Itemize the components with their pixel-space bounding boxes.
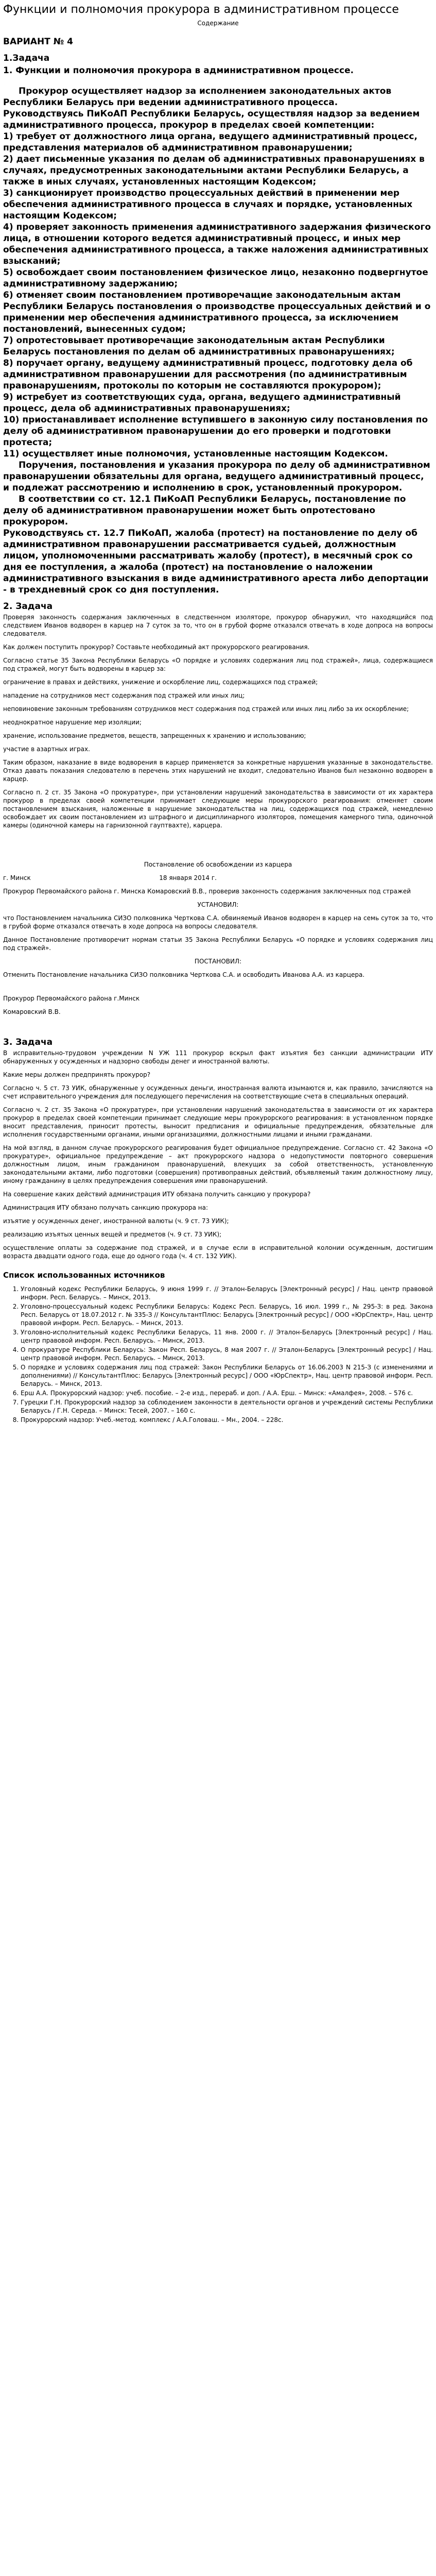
source-item: 1. Уголовный кодекс Республики Беларусь, 9 июня 1999 г. // Эталон-Беларусь [Электронный ресурс] / Нац. центр правовой информ. Респ. Беларусь. – Минск, 2013. [21,1285,433,1301]
task2-paragraph: ограничение в правах и действиях, унижение и оскорбление лиц, содержащихся под стражей; [3,679,318,686]
task2-paragraph: участие в азартных играх. [3,745,90,753]
task2-paragraph: Проверяя законность содержания заключенных в следственном изоляторе, прокурор обнаружил, что находящийся под следствием Иванов водворен в карцер на 7 суток за то, что он в грубой форме отказался отвечать в ходе допроса на вопросы следователя. [3,614,433,637]
task3-paragraph: изъятие у осужденных денег, иностранной валюты (ч. 9 ст. 73 УИК); [3,1217,229,1225]
task2-paragraph: нападение на сотрудников мест содержания под стражей или иных лиц; [3,692,245,699]
task3-paragraph: Согласно ч. 5 ст. 73 УИК, обнаруженные у осужденных деньги, иностранная валюта изымаются и, как правило, зачисляются на счет исправительного учреждения для последующего перечисления на соответствующие счета в специальных операций. [3,1084,433,1100]
sources-heading: Список использованных источников [3,1270,165,1280]
contents-label: Содержание [197,20,239,27]
bold-paragraph: 4) проверяет законность применения административного задержания физического лица, в отношении которого ведется административный процесс, и иных мер обеспечения административного процесса, а также наложения административных взысканий; [3,222,431,266]
task1-content [3,86,433,596]
bold-paragraph: Прокурор осуществляет надзор за исполнением законодательных актов Республики Беларусь при ведении административного процесса. [3,86,392,108]
bold-paragraph: Руководствуясь ПиКоАП Республики Беларусь, осуществляя надзор за ведением административного процесса, прокурор в пределах своей компетенции: [3,109,420,130]
source-item: 3. Уголовно-исполнительный кодекс Республики Беларусь, 11 янв. 2000 г. // Эталон-Беларусь [Электронный ресурс] / Нац. центр правовой информ. Респ. Беларусь. – Минск, 2013. [21,1328,433,1345]
task1-heading: 1.Задача [3,53,50,63]
bold-paragraph: 10) приостанавливает исполнение вступившего в законную силу постановления по делу об административном правонарушении до его проверки и подготовки протеста; [3,415,428,448]
resolution-established-text: что Постановлением начальника СИЗО полковника Черткова С.А. обвиняемый Иванов водворен в карцер на семь суток за то, что в грубой форме отказался отвечать в ходе допроса на вопросы следователя. [3,914,433,930]
resolution-signature-name: Комаровский В.В. [3,1008,61,1015]
bold-paragraph: 6) отменяет своим постановлением противоречащие законодательным актам Республики Беларусь постановления о производстве процессуальных действий и о применении мер обеспечения административного процесса, за исключением постановлений, вынесенных судом; [3,290,431,334]
resolution-resolved-label: ПОСТАНОВИЛ: [194,958,242,965]
bold-paragraph: 5) освобождает своим постановлением физическое лицо, незаконно подвергнутое административному задержанию; [3,267,428,289]
resolution-block [3,860,433,1016]
task2-paragraph: Согласно п. 2 ст. 35 Закона «О прокуратуре», при установлении нарушений законодательства в зависимости от их характера прокурор в пределах своей компетенции принимает следующие меры прокурорского реагирования: отменяет своим постановлением взыскания, наложенные в нарушение законодательства на лиц, содержащихся под стражей, немедленно освобождает их своим постановлением из штрафного и дисциплинарного изоляторов, помещения камерного типа, одиночной камеры (одиночной камеры на гарнизонной гауптвахте), карцера. [3,789,433,829]
bold-paragraph: 3) санкционирует производство процессуальных действий в применении мер обеспечения административного процесса в случаях и порядке, установленных настоящим Кодексом; [3,188,413,221]
variant-heading: ВАРИАНТ № 4 [3,37,73,47]
task3-paragraph: реализацию изъятых ценных вещей и предметов (ч. 9 ст. 73 УИК); [3,1231,222,1238]
source-item: 5. О порядке и условиях содержания лиц под стражей: Закон Республики Беларусь от 16.06.2003 N 215-З (с изменениями и дополнениями) // КонсультантПлюс: Беларусь [Электронный ресурс] / ООО «ЮрСпектр», Нац. центр правовой информ. Респ. Беларусь. – Минск, 2013. [21,1363,433,1388]
task3-paragraph: Администрация ИТУ обязано получать санкцию прокурора на: [3,1204,208,1211]
page-title: Функции и полномочия прокурора в административном процессе [3,3,399,16]
source-item: 4. О прокуратуре Республики Беларусь: Закон Респ. Беларусь, 8 мая 2007 г. // Эталон-Беларусь [Электронный ресурс] / Нац. центр правовой информ. Респ. Беларусь. – Минск, 2013. [21,1346,433,1362]
resolution-city: г. Минск [3,874,31,882]
task2-heading: 2. Задача [3,601,53,612]
task3-heading: 3. Задача [3,1037,53,1047]
task2-paragraph: Согласно статье 35 Закона Республики Беларусь «О порядке и условиях содержания лиц под стражей», лица, содержащиеся под стражей, могут быть водворены в карцер за: [3,657,433,672]
source-item: 8. Прокурорский надзор: Учеб.-метод. комплекс / А.А.Головаш. – Мн., 2004. – 228с. [21,1416,433,1424]
resolution-place-date [3,874,433,882]
sources-list [3,1285,433,1424]
task3-paragraph: Какие меры должен предпринять прокурор? [3,1071,151,1078]
resolution-date: 18 января 2014 г. [159,874,217,882]
bold-paragraph: Руководствуясь ст. 12.7 ПиКоАП, жалоба (протест) на постановление по делу об административном правонарушении рассматривается судьей, должностным лицом, уполномоченными рассматривать жалобу (протест), в месячный срок со дня ее поступления, а жалоба (протест) на постановление о наложении административного взыскания в виде административного ареста либо депортации - в трехдневный срок со дня поступления. [3,528,429,595]
task1-question: 1. Функции и полномочия прокурора в административном процессе. [3,65,354,76]
task3-paragraph: На мой взгляд, в данном случае прокурорского реагирования будет официальное предупреждение. Согласно ст. 42 Закона «О прокуратуре», официальное предупреждение – акт прокурорского надзора о недопустимости повторного совершения должностным лицом, иным гражданином правонарушений, влекущих за собой ответственность, установленную законодательными актами, либо подготовки (совершения) противоправных действий, объявляемый таким должностному лицу, иному гражданину в целях предупреждения совершения ими правонарушений. [3,1144,433,1184]
task2-content [3,613,433,829]
resolution-title: Постановление об освобождении из карцера [144,861,292,868]
bold-paragraph: 7) опротестовывает противоречащие законодательным актам Республики Беларусь постановления по делам об административных правонарушениях; [3,335,395,357]
resolution-resolved-text: Отменить Постановление начальника СИЗО полковника Черткова С.А. и освободить Иванова А.А. из карцера. [3,971,365,978]
bold-paragraph: В соответствии со ст. 12.1 ПиКоАП Республики Беларусь, постановление по делу об административном правонарушении может быть опротестовано прокурором. [3,494,406,527]
task3-paragraph: осуществление оплаты за содержание под стражей, и в случае если в исправительной колонии осужденным, достигшим возраста двадцати одного года, еще до одного года (ч. 4 ст. 132 УИК). [3,1244,433,1260]
task2-paragraph: Таким образом, наказание в виде водворения в карцер применяется за конкретные нарушения указанные в законодательстве. Отказ давать показания следователю в перечень этих нарушений не входит, следовательно Иванов был незаконно водворен в карцер. [3,759,433,783]
task3-paragraph: В исправительно-трудовом учреждении N УЖ 111 прокурор вскрыл факт изъятия без санкции администрации ИТУ обнаруженных у осужденных и надзорно свободы денег и иностранной валюты. [3,1049,433,1065]
task2-paragraph: неповиновение законным требованиям сотрудников мест содержания под стражей или иных лиц либо за их оскорбление; [3,705,409,713]
bold-paragraph: 2) дает письменные указания по делам об административных правонарушениях в случаях, предусмотренных законодательными актами Республики Беларусь, а также в иных случаях, установленных настоящим Кодексом; [3,154,425,187]
source-item: 6. Ерш А.А. Прокурорский надзор: учеб. пособие. – 2-е изд., перераб. и доп. / А.А. Ерш. – Минск: «Амалфея», 2008. – 576 с. [21,1389,433,1397]
bold-paragraph: 11) осуществляет иные полномочия, установленные настоящим Кодексом. [3,449,388,459]
bold-paragraph: Поручения, постановления и указания прокурора по делу об административном правонарушении обязательны для органа, ведущего административный процесс, и подлежат рассмотрению и исполнению в срок, установленный прокурором. [3,460,430,493]
bold-paragraph: 1) требует от должностного лица органа, ведущего административный процесс, представления материалов об административном правонарушении; [3,131,417,153]
task3-paragraph: Согласно ч. 2 ст. 35 Закона «О прокуратуре», при установлении нарушений законодательства в зависимости от их характера прокурор в пределах своей компетенции принимает следующие меры прокурорского реагирования: в установленном порядке вносит представления, приносит протесты, выносит предписания и официальные предупреждения, обязательные для исполнения государственными органами, иными организациями, должностными лицами и иными гражданами. [3,1106,433,1138]
resolution-established-label: УСТАНОВИЛ: [197,901,239,908]
resolution-signature-office: Прокурор Первомайского района г.Минск [3,995,140,1002]
bold-paragraph: 8) поручает органу, ведущему административный процесс, подготовку дела об административном правонарушении для рассмотрения (по административным правонарушениям, протоколы по которым не составляются прокурором); [3,358,413,391]
resolution-intro: Прокурор Первомайского района г. Минска Комаровский В.В., проверив законность содержания заключенных под стражей [3,888,411,895]
task3-paragraph: На совершение каких действий администрация ИТУ обязана получить санкцию у прокурора? [3,1191,311,1198]
task3-content [3,1049,433,1260]
task2-paragraph: неоднократное нарушение мер изоляции; [3,719,142,726]
task2-paragraph: Как должен поступить прокурор? Составьте необходимый акт прокурорского реагирования. [3,643,310,651]
source-item: 7. Гурецки Г.Н. Прокурорский надзор за соблюдением законности в деятельности органов и учреждений системы Республики Беларусь / Г.Н. Середа. – Минск: Тесей, 2007. – 160 с. [21,1398,433,1415]
task2-paragraph: хранение, использование предметов, веществ, запрещенных к хранению и использованию; [3,732,306,739]
bold-paragraph: 9) истребует из соответствующих суда, органа, ведущего административный процесс, дела об административных правонарушениях; [3,392,401,414]
source-item: 2. Уголовно-процессуальный кодекс Республики Беларусь: Кодекс Респ. Беларусь, 16 июл. 1999 г., № 295-З: в ред. Закона Респ. Беларусь от 18.07.2012 г. № 335-З // КонсультантПлюс: Беларусь [Электронный ресурс] / ООО «ЮрСпектр», Нац. центр правовой информ. Респ. Беларусь. – Минск, 2013. [21,1302,433,1327]
resolution-contradiction: Данное Постановление противоречит нормам статьи 35 Закона Республики Беларусь «О порядке и условиях содержания лиц под стражей». [3,936,433,952]
